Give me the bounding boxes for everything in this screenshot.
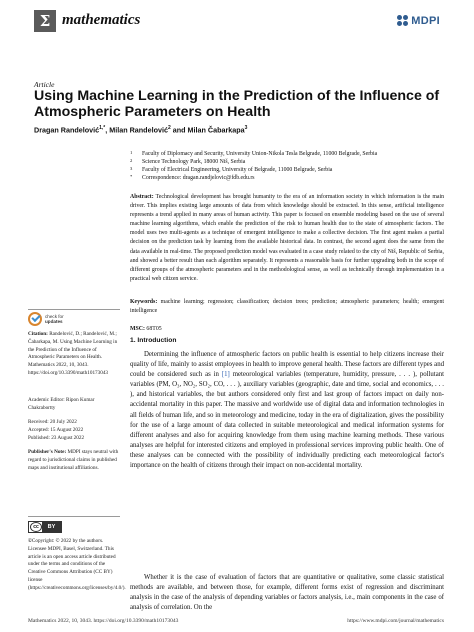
received-date: Received: 20 July 2022	[28, 419, 77, 425]
affiliations	[130, 150, 440, 182]
citation-link[interactable]: [1]	[221, 371, 230, 379]
author-separator: and	[170, 125, 188, 135]
affiliation-item	[130, 150, 440, 158]
editor-name: Ripon Kumar Chakrabortty	[28, 397, 95, 411]
editor-label: Academic Editor:	[28, 397, 65, 403]
journal-header	[34, 10, 440, 34]
keywords-text: machine learning; regression; classification; decision trees; prediction; atmospheric parameters; health; emergent intelligence	[130, 299, 444, 315]
cc-icon: cc	[30, 522, 42, 532]
check-updates-button[interactable]	[28, 311, 80, 327]
accepted-date: Accepted: 15 August 2022	[28, 426, 84, 433]
article-type: Article	[34, 80, 55, 89]
msc-value: 68T05	[146, 326, 162, 332]
publisher-note	[28, 449, 122, 472]
check-updates-icon	[28, 312, 42, 326]
copyright-text: Copyright: © 2022 by the authors. Licensee MDPI, Basel, Switzerland. This article is an open access article distributed under the terms and conditions of the Creative Commons Attribution (CC BY) license (https://creativecommons.org/licenses/by/4.0/).	[28, 538, 126, 591]
journal-name: mathematics	[62, 12, 141, 28]
keywords-label: Keywords:	[130, 299, 158, 305]
by-icon: BY	[42, 522, 61, 532]
citation-text[interactable]: Randelović, D.; Randelović, M.; Čabarkapa, M. Using Machine Learning in the Prediction of the Influence of Atmospheric Parameters on Health. Mathematics 2022, 10, 3043. https://doi.org/10.3390/math10173043	[28, 331, 118, 376]
author-affil-marker: 2	[167, 125, 171, 131]
affiliation-number: 2	[130, 158, 133, 164]
affiliation-text: Faculty of Electrical Engineering, University of Belgrade, 11000 Belgrade, Serbia	[142, 167, 333, 174]
affiliation-number: 3	[130, 166, 133, 172]
published-date: Published: 23 August 2022	[28, 434, 85, 441]
intro-text: meteorological variables (temperature, humidity, pressure, . . . ), pollutant variables (PM, O₃, NO₂, SO₂, CO, . . . ), auxiliary variables (geographic, date and time, social and economics, . . . ), and historical variables, the but authors considered only first and last group of factors impact on daily non-accidental mortality in this paper. The massive and worldwide use of digital data and information technologies in all fields of human life, and so in meteorology and medicine, today in the era of digitalization, gives the possibility for the use of a large amount of data collected in suitable meteorological and medical information systems for different analyses and also for acquiring knowledge from them using machine learning methods. These various analyses are helpful for interested citizens and employed in professional services improving public health. One of these analyses can be connected with the possibility of individually predicting each meteorological factor's importance on the health of citizens through their impact on non-accidental mortality.	[130, 371, 444, 470]
article-title: Using Machine Learning in the Prediction of the Influence of Atmospheric Parameters on Health	[34, 88, 440, 120]
affiliation-text: Faculty of Diplomacy and Security, University Union-Nikola Tesla Belgrade, 11000 Belgrade, Serbia	[142, 151, 378, 157]
check-updates-line: updates	[45, 319, 63, 324]
msc-code	[130, 326, 162, 332]
affiliation-number: 1	[130, 150, 133, 155]
abstract	[130, 193, 444, 284]
intro-paragraph: Whether it is the case of evaluation of factors that are quantitative or qualitative, some classic statistical methods are available, and between those, for example, different forms exist of regression and discriminant analysis in the case of the analysis of depending variables or factors analysis, i.e., main components in the case of analysis of correlation. On the	[130, 574, 444, 612]
academic-editor	[28, 397, 122, 413]
author-name[interactable]: Dragan Randelović	[34, 125, 100, 135]
affiliation-item	[130, 166, 440, 174]
sidebar-divider	[28, 516, 120, 517]
mdpi-logo[interactable]	[397, 12, 440, 30]
section-heading-introduction: 1. Introduction	[130, 337, 177, 344]
footer-citation[interactable]: Mathematics 2022, 10, 3043. https://doi.org/10.3390/math10173043	[28, 618, 179, 624]
keywords	[130, 298, 444, 316]
author-affil-marker: 1,*	[99, 125, 106, 131]
journal-logo	[34, 10, 56, 32]
author-affil-marker: 3	[244, 125, 248, 131]
citation-label: Citation:	[28, 331, 48, 337]
correspondence-email[interactable]: Correspondence: dragan.randjelovic@fdb.edu.rs	[142, 175, 255, 182]
publisher-note-label: Publisher's Note:	[28, 449, 67, 455]
abstract-text: Technological development has brought humanity to the era of an information society in which information is the main driver. This implies existing large amounts of data from which knowledge should be extracted. In this sense, artificial intelligence represents a trend applied in many areas of human activity. This paper is focused on ensemble modeling based on the use of several machine learning algorithms, which enable the prediction of the risk to human health due to the state of atmospheric factors. The model uses two multi-agents as a technique of emergent intelligence to make a collective decision. The first agent makes a partial decision on the prediction task by learning from the available historical data. In contrast, the second agent does the same from the data available in real-time. The proposed prediction model was evaluated in a case study related to the city of Niš, Republic of Serbia, and showed a better result than each algorithm separately. It represents a reasonable basis for further upgrading both in the scope of different groups of the atmospheric parameters and in the methodological sense, as well as technically through implementation in a practical web citizen service.	[130, 194, 444, 282]
publisher-note-text: MDPI stays neutral with regard to jurisdictional claims in published maps and institutional affiliations.	[28, 449, 119, 471]
sigma-icon: Σ	[39, 11, 51, 30]
publication-dates	[28, 419, 122, 442]
affiliation-number: *	[130, 174, 133, 180]
page-footer	[28, 618, 444, 624]
check-updates-label	[45, 314, 64, 324]
intro-text: Determining the influence of atmospheric factors on public health is essential to help citizens increase their quality of life, mainly to assist employees in health to improve general health. These factors are different types and could be considered such as in	[130, 351, 444, 379]
cc-by-badge[interactable]	[28, 521, 62, 533]
author-name[interactable]: Milan Čabarkapa	[187, 125, 245, 135]
affiliation-item	[130, 158, 440, 166]
intro-paragraph	[130, 350, 444, 471]
footer-journal-url[interactable]: https://www.mdpi.com/journal/mathematics	[347, 618, 444, 624]
copyright-block: ©Copyright: © 2022 by the authors. Licensee MDPI, Basel, Switzerland. This article is an open access article distributed under the terms and conditions of the Creative Commons Attribution (CC BY) license (https://creativecommons.org/licenses/by/4.0/).	[28, 538, 126, 591]
author-separator: ,	[105, 125, 110, 135]
mdpi-mark-icon	[397, 15, 409, 27]
affiliation-item	[130, 174, 440, 182]
abstract-label: Abstract:	[130, 194, 154, 200]
mdpi-logo-text: MDPI	[411, 15, 440, 27]
affiliation-text: Science Technology Park, 18000 Niš, Serbia	[142, 159, 246, 166]
check-updates-line: check for	[45, 314, 64, 319]
author-list	[34, 125, 247, 134]
sidebar-divider	[28, 309, 120, 310]
msc-label: MSC:	[130, 326, 145, 332]
author-name[interactable]: Milan Randelović	[109, 125, 168, 135]
citation-block	[28, 331, 122, 378]
